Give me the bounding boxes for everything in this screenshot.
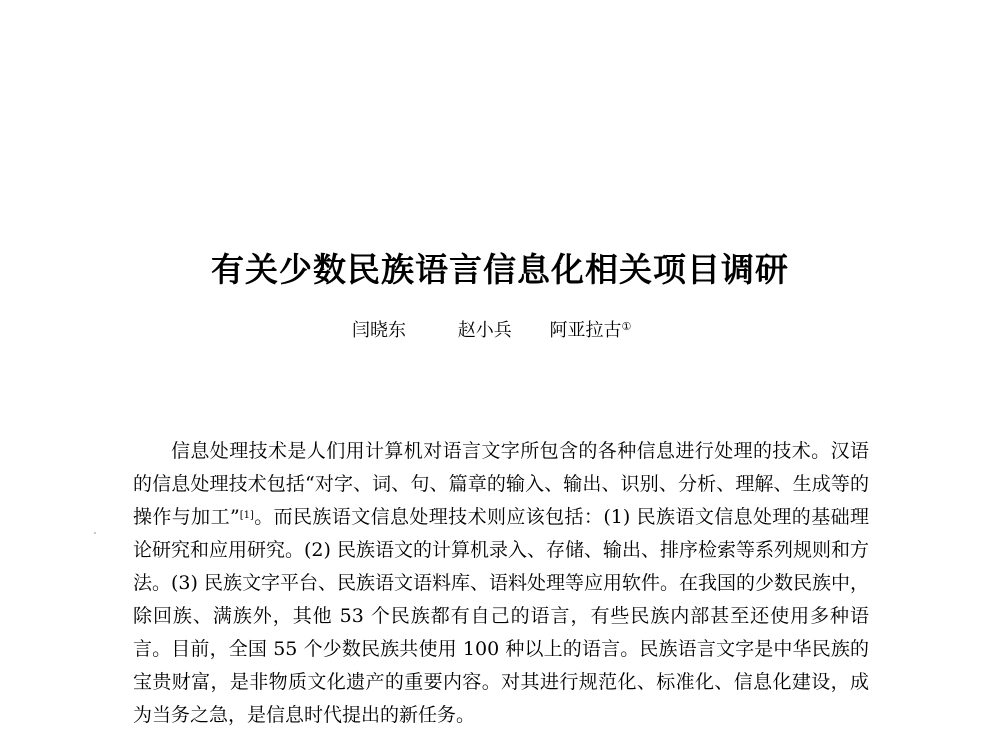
- body-paragraph: [133, 435, 869, 732]
- citation-marker[interactable]: [1]: [239, 510, 254, 521]
- body-text-part1: 信息处理技术是人们用计算机对语言文字所包含的各种信息进行处理的技术。汉语的信息处理技术包括“对字、词、句、篇章的输入、输出、识别、分析、理解、生成等的操作与加工”: [133, 440, 869, 528]
- author-name: 阿亚拉古: [549, 320, 622, 341]
- scan-speck: [94, 532, 96, 534]
- article-title: 有关少数民族语言信息化相关项目调研: [211, 250, 789, 289]
- author-name: 赵小兵: [457, 320, 512, 341]
- author-name: 闫晓东: [352, 320, 406, 341]
- author-list: [352, 318, 631, 344]
- author-footnote-marker[interactable]: ①: [621, 320, 632, 333]
- body-text-part2: 。而民族语文信息处理技术则应该包括：(1) 民族语文信息处理的基础理论研究和应用研究。(2) 民族语文的计算机录入、存储、输出、排序检索等系列规则和方法。(3) 民族文字平台、民族语文语料库、语料处理等应用软件。在我国的少数民族中，除回族、满族外，其他 53 个民族都有自己的语言，有些民族内部甚至还使用多种语言。目前，全国 55 个少数民族共使用 100 种以上的语言。民族语言文字是中华民族的宝贵财富，是非物质文化遗产的重要内容。对其进行规范化、标准化、信息化建设，成为当务之急，是信息时代提出的新任务。: [133, 506, 869, 726]
